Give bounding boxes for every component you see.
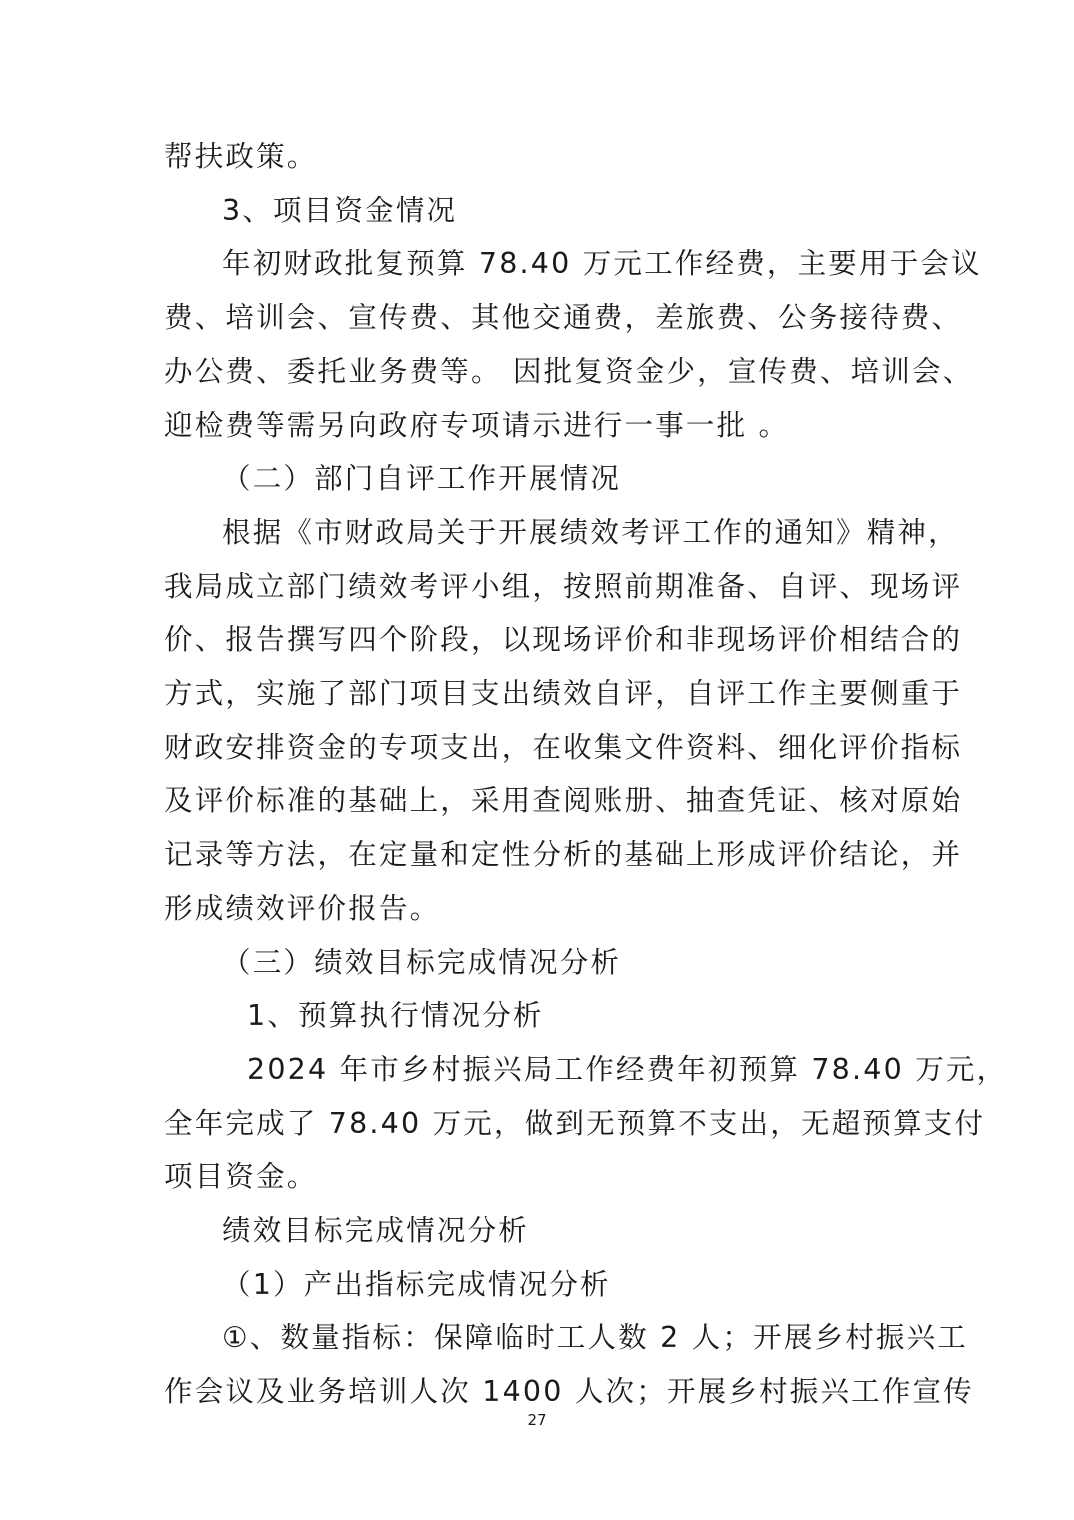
text-line: 我局成立部门绩效考评小组，按照前期准备、自评、现场评 — [164, 570, 963, 603]
section-heading: （1）产出指标完成情况分析 — [222, 1268, 611, 1301]
section-heading: 3、项目资金情况 — [222, 194, 458, 227]
text-line: 项目资金。 — [164, 1160, 318, 1193]
text-line: 办公费、委托业务费等。 因批复资金少，宣传费、培训会、 — [164, 355, 974, 388]
text-line: 记录等方法，在定量和定性分析的基础上形成评价结论，并 — [164, 838, 963, 871]
text-line: 年初财政批复预算 78.40 万元工作经费，主要用于会议 — [222, 247, 982, 280]
text-line: ①、数量指标：保障临时工人数 2 人；开展乡村振兴工 — [222, 1321, 969, 1354]
text-line: 费、培训会、宣传费、其他交通费，差旅费、公务接待费、 — [164, 301, 963, 334]
text-line: 2024 年市乡村振兴局工作经费年初预算 78.40 万元， — [247, 1053, 1008, 1086]
section-heading: 1、预算执行情况分析 — [247, 999, 544, 1032]
text-line: 方式，实施了部门项目支出绩效自评，自评工作主要侧重于 — [164, 677, 963, 710]
text-line: 财政安排资金的专项支出，在收集文件资料、细化评价指标 — [164, 731, 963, 764]
page-number: 27 — [527, 1411, 547, 1429]
text-line: 根据《市财政局关于开展绩效考评工作的通知》精神， — [222, 516, 959, 549]
text-line: 帮扶政策。 — [164, 140, 318, 173]
section-heading: （三）绩效目标完成情况分析 — [222, 946, 622, 979]
text-line: 全年完成了 78.40 万元，做到无预算不支出，无超预算支付 — [164, 1107, 986, 1140]
text-line: 形成绩效评价报告。 — [164, 892, 441, 925]
section-heading: 绩效目标完成情况分析 — [222, 1214, 530, 1247]
text-line: 迎检费等需另向政府专项请示进行一事一批 。 — [164, 409, 790, 442]
section-heading: （二）部门自评工作开展情况 — [222, 462, 622, 495]
text-line: 及评价标准的基础上，采用查阅账册、抽查凭证、核对原始 — [164, 784, 963, 817]
text-line: 作会议及业务培训人次 1400 人次；开展乡村振兴工作宣传 — [164, 1375, 974, 1408]
text-line: 价、报告撰写四个阶段，以现场评价和非现场评价相结合的 — [164, 623, 963, 656]
